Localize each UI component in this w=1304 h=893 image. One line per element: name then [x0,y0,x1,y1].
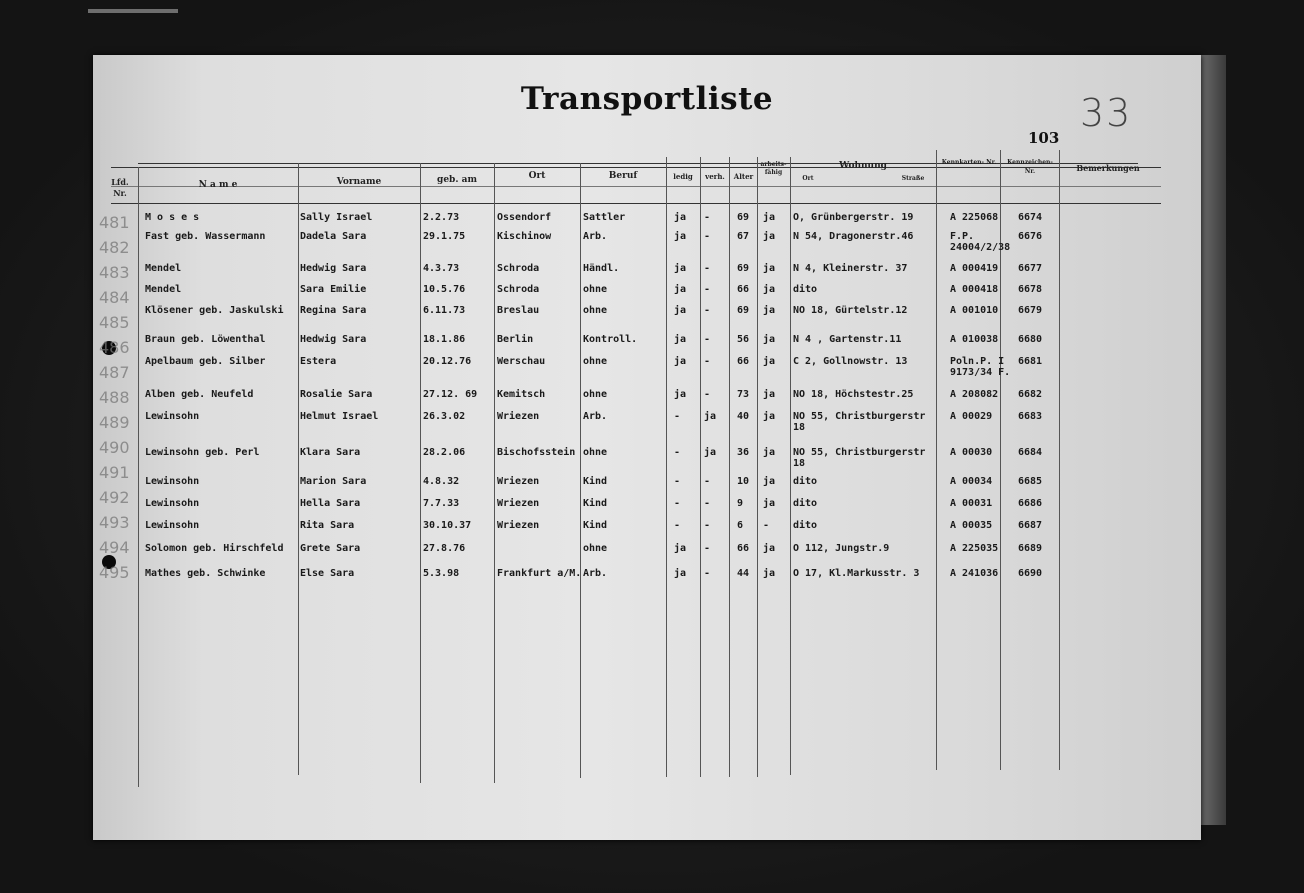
row-4-vorname: Sara Emilie [300,284,367,295]
col-header-wohnung-ort: Ort [802,175,814,182]
row-12-geb: 7.7.33 [423,498,460,509]
row-9-name: Lewinsohn [145,411,200,422]
row-5-wohnung: NO 18, Gürtelstr.12 [793,305,908,316]
row-14-verh: - [704,543,711,554]
row-13-ledig: - [674,520,681,531]
row-3-kz: 6677 [1018,263,1043,274]
row-7-ort: Werschau [497,356,546,367]
header-bottom-rule [111,203,1161,204]
col-header-vorname: Vorname [336,177,382,187]
row-2-alter: 67 [737,231,750,242]
row-4-verh: - [704,284,711,295]
row-5-alter: 69 [737,305,750,316]
row-6-name: Braun geb. Löwenthal [145,334,266,345]
row-12-ledig: - [674,498,681,509]
col-header-lfd: Lfd. Nr. [111,177,129,198]
col-rule [700,157,701,777]
row-1-wohnung: O, Grünbergerstr. 19 [793,212,914,223]
row-6-geb: 18.1.86 [423,334,466,345]
margin-number: 484 [99,288,130,307]
row-10-alter: 36 [737,447,750,458]
col-rule [494,163,495,783]
margin-number: 490 [99,438,130,457]
row-2-ort: Kischinow [497,231,552,242]
row-1-kk: A 225068 [950,212,999,223]
row-9-alter: 40 [737,411,750,422]
row-14-vorname: Grete Sara [300,543,361,554]
handwritten-number: 33 [1080,91,1133,135]
row-12-arb: ja [763,498,776,509]
row-4-wohnung: dito [793,284,818,295]
row-2-beruf: Arb. [583,231,608,242]
row-10-ort: Bischofsstein [497,447,576,458]
row-14-alter: 66 [737,543,750,554]
row-14-beruf: ohne [583,543,608,554]
col-header-kennkarten: Kennkarten- Nr. [941,159,997,166]
row-13-alter: 6 [737,520,744,531]
row-4-ort: Schroda [497,284,540,295]
row-9-ort: Wriezen [497,411,540,422]
row-13-arb: - [763,520,770,531]
row-12-verh: - [704,498,711,509]
row-14-geb: 27.8.76 [423,543,466,554]
row-6-verh: - [704,334,711,345]
row-3-alter: 69 [737,263,750,274]
row-8-wohnung: NO 18, Höchstestr.25 [793,389,914,400]
row-9-wohnung: NO 55, Christburgerstr 18 [793,411,926,433]
row-10-kk: A 00030 [950,447,993,458]
row-11-verh: - [704,476,711,487]
row-7-geb: 20.12.76 [423,356,472,367]
row-8-name: Alben geb. Neufeld [145,389,254,400]
row-8-arb: ja [763,389,776,400]
row-4-name: Mendel [145,284,182,295]
row-3-geb: 4.3.73 [423,263,460,274]
row-7-wohnung: C 2, Gollnowstr. 13 [793,356,908,367]
row-5-kz: 6679 [1018,305,1043,316]
row-9-kk: A 00029 [950,411,993,422]
margin-number: 485 [99,313,130,332]
row-3-name: Mendel [145,263,182,274]
row-15-wohnung: O 17, Kl.Markusstr. 3 [793,568,920,579]
col-header-arbeitsfaehig: arbeits- fähig [760,161,787,176]
row-2-name: Fast geb. Wassermann [145,231,266,242]
row-11-geb: 4.8.32 [423,476,460,487]
row-1-ort: Ossendorf [497,212,552,223]
row-3-beruf: Händl. [583,263,620,274]
margin-number: 488 [99,388,130,407]
row-6-kz: 6680 [1018,334,1043,345]
row-15-verh: - [704,568,711,579]
row-9-vorname: Helmut Israel [300,411,379,422]
row-3-ledig: ja [674,263,687,274]
row-12-ort: Wriezen [497,498,540,509]
row-5-name: Klösener geb. Jaskulski [145,305,284,316]
row-11-ort: Wriezen [497,476,540,487]
row-2-kk: F.P. 24004/2/38 [950,231,1011,253]
row-5-vorname: Regina Sara [300,305,367,316]
row-8-verh: - [704,389,711,400]
row-7-kk: Poln.P. I 9173/34 F. [950,356,1011,378]
film-strip-mark [88,9,178,13]
row-4-geb: 10.5.76 [423,284,466,295]
page-number: 103 [1028,129,1060,147]
col-rule [420,163,421,783]
row-7-alter: 66 [737,356,750,367]
row-10-vorname: Klara Sara [300,447,361,458]
row-11-alter: 10 [737,476,750,487]
row-8-vorname: Rosalie Sara [300,389,373,400]
col-rule [757,157,758,777]
row-5-verh: - [704,305,711,316]
row-2-wohnung: N 54, Dragonerstr.46 [793,231,914,242]
row-4-kz: 6678 [1018,284,1043,295]
row-15-name: Mathes geb. Schwinke [145,568,266,579]
row-8-ort: Kemitsch [497,389,546,400]
row-10-wohnung: NO 55, Christburgerstr 18 [793,447,926,469]
row-5-beruf: ohne [583,305,608,316]
col-rule [580,163,581,778]
col-header-verh: verh. [705,172,725,181]
row-14-ledig: ja [674,543,687,554]
row-6-ort: Berlin [497,334,534,345]
row-9-ledig: - [674,411,681,422]
row-2-geb: 29.1.75 [423,231,466,242]
row-15-ledig: ja [674,568,687,579]
col-rule [729,157,730,777]
row-12-kz: 6686 [1018,498,1043,509]
row-12-kk: A 00031 [950,498,993,509]
row-5-arb: ja [763,305,776,316]
row-4-beruf: ohne [583,284,608,295]
row-15-ort: Frankfurt a/M. [497,568,582,579]
row-10-name: Lewinsohn geb. Perl [145,447,260,458]
row-9-verh: ja [704,411,717,422]
row-7-arb: ja [763,356,776,367]
row-11-name: Lewinsohn [145,476,200,487]
row-3-ort: Schroda [497,263,540,274]
col-header-name: N a m e [198,180,238,190]
row-1-vorname: Sally Israel [300,212,373,223]
row-12-beruf: Kind [583,498,608,509]
row-12-alter: 9 [737,498,744,509]
row-13-kz: 6687 [1018,520,1043,531]
row-15-arb: ja [763,568,776,579]
margin-number: 481 [99,213,130,232]
col-header-bemerkungen: Bemerkungen [1076,163,1140,173]
document-title: Transportliste [520,81,774,117]
row-9-beruf: Arb. [583,411,608,422]
row-4-ledig: ja [674,284,687,295]
row-6-vorname: Hedwig Sara [300,334,367,345]
col-header-wohnung-strasse: Straße [901,175,925,182]
row-10-geb: 28.2.06 [423,447,466,458]
col-header-ort: Ort [528,171,546,181]
row-11-kk: A 00034 [950,476,993,487]
margin-number: 483 [99,263,130,282]
col-rule [936,150,937,770]
row-11-vorname: Marion Sara [300,476,367,487]
row-12-vorname: Hella Sara [300,498,361,509]
row-3-vorname: Hedwig Sara [300,263,367,274]
margin-number: 494 [99,538,130,557]
row-15-alter: 44 [737,568,750,579]
document-page [93,55,1201,840]
row-14-arb: ja [763,543,776,554]
margin-number: 487 [99,363,130,382]
col-header-geb: geb. am [437,175,477,185]
col-header-wohnung: Wohnung [839,161,887,171]
row-8-kk: A 208082 [950,389,999,400]
row-13-vorname: Rita Sara [300,520,355,531]
col-header-ledig: ledig [673,172,693,181]
col-rule [138,167,139,787]
row-13-verh: - [704,520,711,531]
margin-number: 491 [99,463,130,482]
row-10-ledig: - [674,447,681,458]
row-1-alter: 69 [737,212,750,223]
row-7-kz: 6681 [1018,356,1043,367]
row-6-kk: A 010038 [950,334,999,345]
row-1-name: M o s e s [145,212,200,223]
row-1-ledig: ja [674,212,687,223]
row-13-ort: Wriezen [497,520,540,531]
row-10-verh: ja [704,447,717,458]
col-header-kennzeichen: Kennzeichen- Nr. [1007,159,1053,175]
row-11-wohnung: dito [793,476,818,487]
row-1-geb: 2.2.73 [423,212,460,223]
row-4-arb: ja [763,284,776,295]
row-1-kz: 6674 [1018,212,1043,223]
row-15-beruf: Arb. [583,568,608,579]
row-6-wohnung: N 4 , Gartenstr.11 [793,334,902,345]
row-3-arb: ja [763,263,776,274]
row-2-kz: 6676 [1018,231,1043,242]
row-15-kk: A 241036 [950,568,999,579]
row-8-beruf: ohne [583,389,608,400]
margin-number: 493 [99,513,130,532]
row-14-kz: 6689 [1018,543,1043,554]
row-13-geb: 30.10.37 [423,520,472,531]
row-1-beruf: Sattler [583,212,626,223]
row-8-ledig: ja [674,389,687,400]
col-rule [790,157,791,775]
row-8-geb: 27.12. 69 [423,389,478,400]
row-10-kz: 6684 [1018,447,1043,458]
row-5-kk: A 001010 [950,305,999,316]
row-5-ort: Breslau [497,305,540,316]
row-13-wohnung: dito [793,520,818,531]
row-13-kk: A 00035 [950,520,993,531]
row-1-arb: ja [763,212,776,223]
row-14-name: Solomon geb. Hirschfeld [145,543,284,554]
row-15-geb: 5.3.98 [423,568,460,579]
row-12-name: Lewinsohn [145,498,200,509]
col-rule [1059,150,1060,770]
row-2-ledig: ja [674,231,687,242]
row-4-kk: A 000418 [950,284,999,295]
row-14-wohnung: O 112, Jungstr.9 [793,543,890,554]
row-7-name: Apelbaum geb. Silber [145,356,266,367]
row-11-arb: ja [763,476,776,487]
col-header-alter: Alter [733,172,754,181]
row-15-vorname: Else Sara [300,568,355,579]
row-7-verh: - [704,356,711,367]
row-11-beruf: Kind [583,476,608,487]
margin-number: 482 [99,238,130,257]
row-3-wohnung: N 4, Kleinerstr. 37 [793,263,908,274]
col-header-beruf: Beruf [608,171,638,181]
row-4-alter: 66 [737,284,750,295]
row-6-arb: ja [763,334,776,345]
col-rule [666,157,667,777]
row-9-kz: 6683 [1018,411,1043,422]
row-5-geb: 6.11.73 [423,305,466,316]
row-10-beruf: ohne [583,447,608,458]
row-8-alter: 73 [737,389,750,400]
row-9-arb: ja [763,411,776,422]
row-11-ledig: - [674,476,681,487]
row-13-beruf: Kind [583,520,608,531]
row-15-kz: 6690 [1018,568,1043,579]
row-1-verh: - [704,212,711,223]
row-2-verh: - [704,231,711,242]
margin-number: 489 [99,413,130,432]
row-12-wohnung: dito [793,498,818,509]
row-7-ledig: ja [674,356,687,367]
col-rule [298,163,299,775]
row-3-kk: A 000419 [950,263,999,274]
row-3-verh: - [704,263,711,274]
row-2-vorname: Dadela Sara [300,231,367,242]
row-9-geb: 26.3.02 [423,411,466,422]
row-13-name: Lewinsohn [145,520,200,531]
row-6-ledig: ja [674,334,687,345]
row-11-kz: 6685 [1018,476,1043,487]
row-7-vorname: Estera [300,356,337,367]
row-5-ledig: ja [674,305,687,316]
row-10-arb: ja [763,447,776,458]
row-7-beruf: ohne [583,356,608,367]
row-6-alter: 56 [737,334,750,345]
row-14-kk: A 225035 [950,543,999,554]
margin-number: 492 [99,488,130,507]
row-6-beruf: Kontroll. [583,334,638,345]
row-8-kz: 6682 [1018,389,1043,400]
margin-number: 495 [99,563,130,582]
margin-number: 486 [99,338,130,357]
row-2-arb: ja [763,231,776,242]
